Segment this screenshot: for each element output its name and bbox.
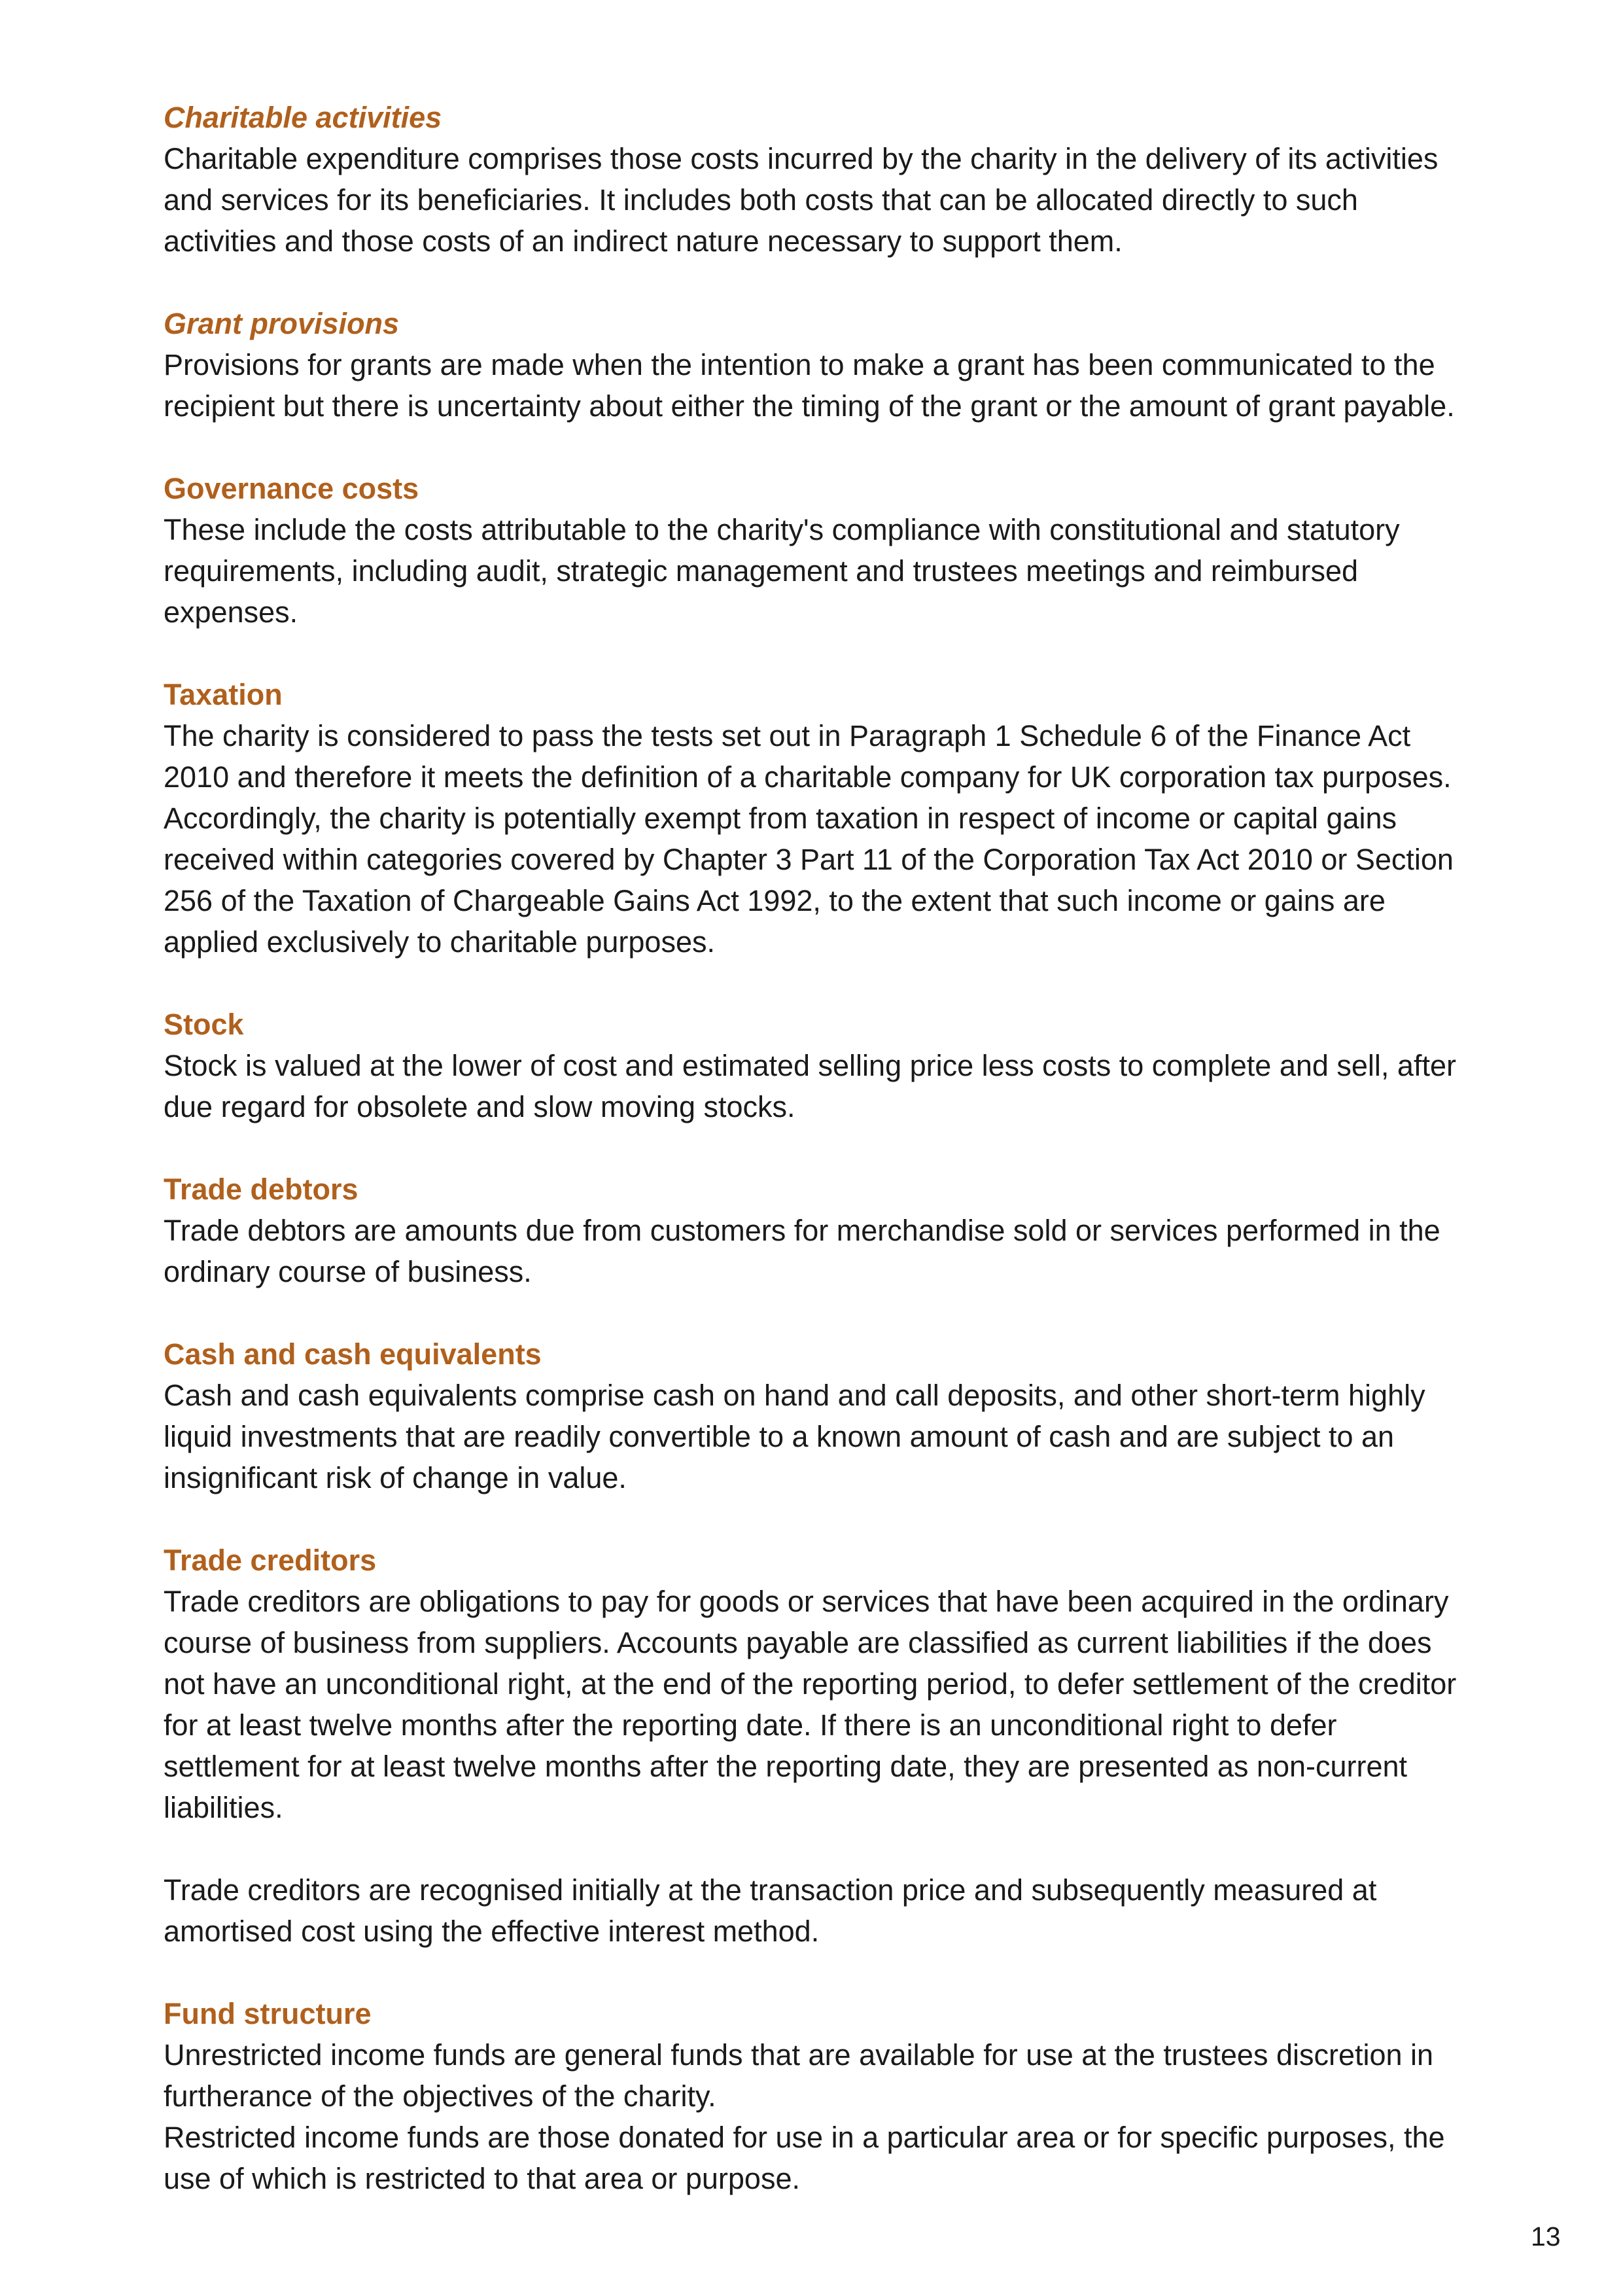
section-trade-debtors: [164, 1169, 1478, 1292]
section-heading: Trade debtors: [164, 1173, 358, 1206]
section-paragraph: Charitable expenditure comprises those costs incurred by the charity in the delivery of its activities and services for its beneficiaries. It includes both costs that can be allocated directly to such activities and those costs of an indirect nature necessary to support them.: [164, 142, 1439, 258]
section-heading: Taxation: [164, 678, 283, 711]
section-heading: Charitable activities: [164, 101, 442, 134]
section-heading: Grant provisions: [164, 307, 400, 340]
section-paragraph: Provisions for grants are made when the intention to make a grant has been communicated to the recipient but there is uncertainty about either the timing of the grant or the amount of grant payable.: [164, 348, 1455, 423]
section-trade-creditors: [164, 1540, 1478, 1952]
section-heading: Governance costs: [164, 472, 419, 505]
section-paragraph: Trade creditors are recognised initially at the transaction price and subsequently measured at amortised cost using the effective interest method.: [164, 1873, 1377, 1948]
section-heading: Cash and cash equivalents: [164, 1337, 542, 1371]
section-paragraph: Stock is valued at the lower of cost and estimated selling price less costs to complete and sell, after due regard for obsolete and slow moving stocks.: [164, 1049, 1456, 1123]
section-grant-provisions: [164, 303, 1478, 427]
section-paragraph: Cash and cash equivalents comprise cash on hand and call deposits, and other short-term highly liquid investments that are readily convertible to a known amount of cash and are subject to an insignificant risk of change in value.: [164, 1379, 1425, 1494]
section-paragraph: These include the costs attributable to the charity's compliance with constitutional and statutory requirements, including audit, strategic management and trustees meetings and reimbursed expenses.: [164, 513, 1400, 629]
section-heading: Stock: [164, 1008, 244, 1041]
section-cash-and-cash-equivalents: [164, 1333, 1478, 1498]
section-paragraph: The charity is considered to pass the tests set out in Paragraph 1 Schedule 6 of the Finance Act 2010 and therefore it meets the definition of a charitable company for UK corporation tax purposes. Accordingly, the charity is potentially exempt from taxation in respect of income or capital gains received within categories covered by Chapter 3 Part 11 of the Corporation Tax Act 2010 or Section 256 of the Taxation of Chargeable Gains Act 1992, to the extent that such income or gains are applied exclusively to charitable purposes.: [164, 719, 1454, 959]
section-paragraph: Trade creditors are obligations to pay for goods or services that have been acquired in the ordinary course of business from suppliers. Accounts payable are classified as current liabilities if the does not have an unconditional right, at the end of the reporting period, to defer settlement of the creditor for at least twelve months after the reporting date. If there is an unconditional right to defer settlement for at least twelve months after the reporting date, they are presented as non-current liabilities.: [164, 1585, 1457, 1824]
section-heading: Fund structure: [164, 1997, 372, 2030]
section-charitable-activities: [164, 97, 1478, 262]
section-fund-structure: [164, 1993, 1478, 2199]
section-governance-costs: [164, 468, 1478, 633]
section-paragraph: Restricted income funds are those donated for use in a particular area or for specific purposes, the use of which is restricted to that area or purpose.: [164, 2121, 1445, 2195]
page-number: 13: [1531, 2221, 1561, 2252]
section-taxation: [164, 674, 1478, 963]
document-page: [164, 97, 1478, 2240]
section-paragraph: Unrestricted income funds are general funds that are available for use at the trustees discretion in furtherance of the objectives of the charity.: [164, 2038, 1434, 2113]
section-heading: Trade creditors: [164, 1544, 377, 1577]
section-paragraph: Trade debtors are amounts due from customers for merchandise sold or services performed in the ordinary course of business.: [164, 1214, 1440, 1288]
section-stock: [164, 1004, 1478, 1127]
